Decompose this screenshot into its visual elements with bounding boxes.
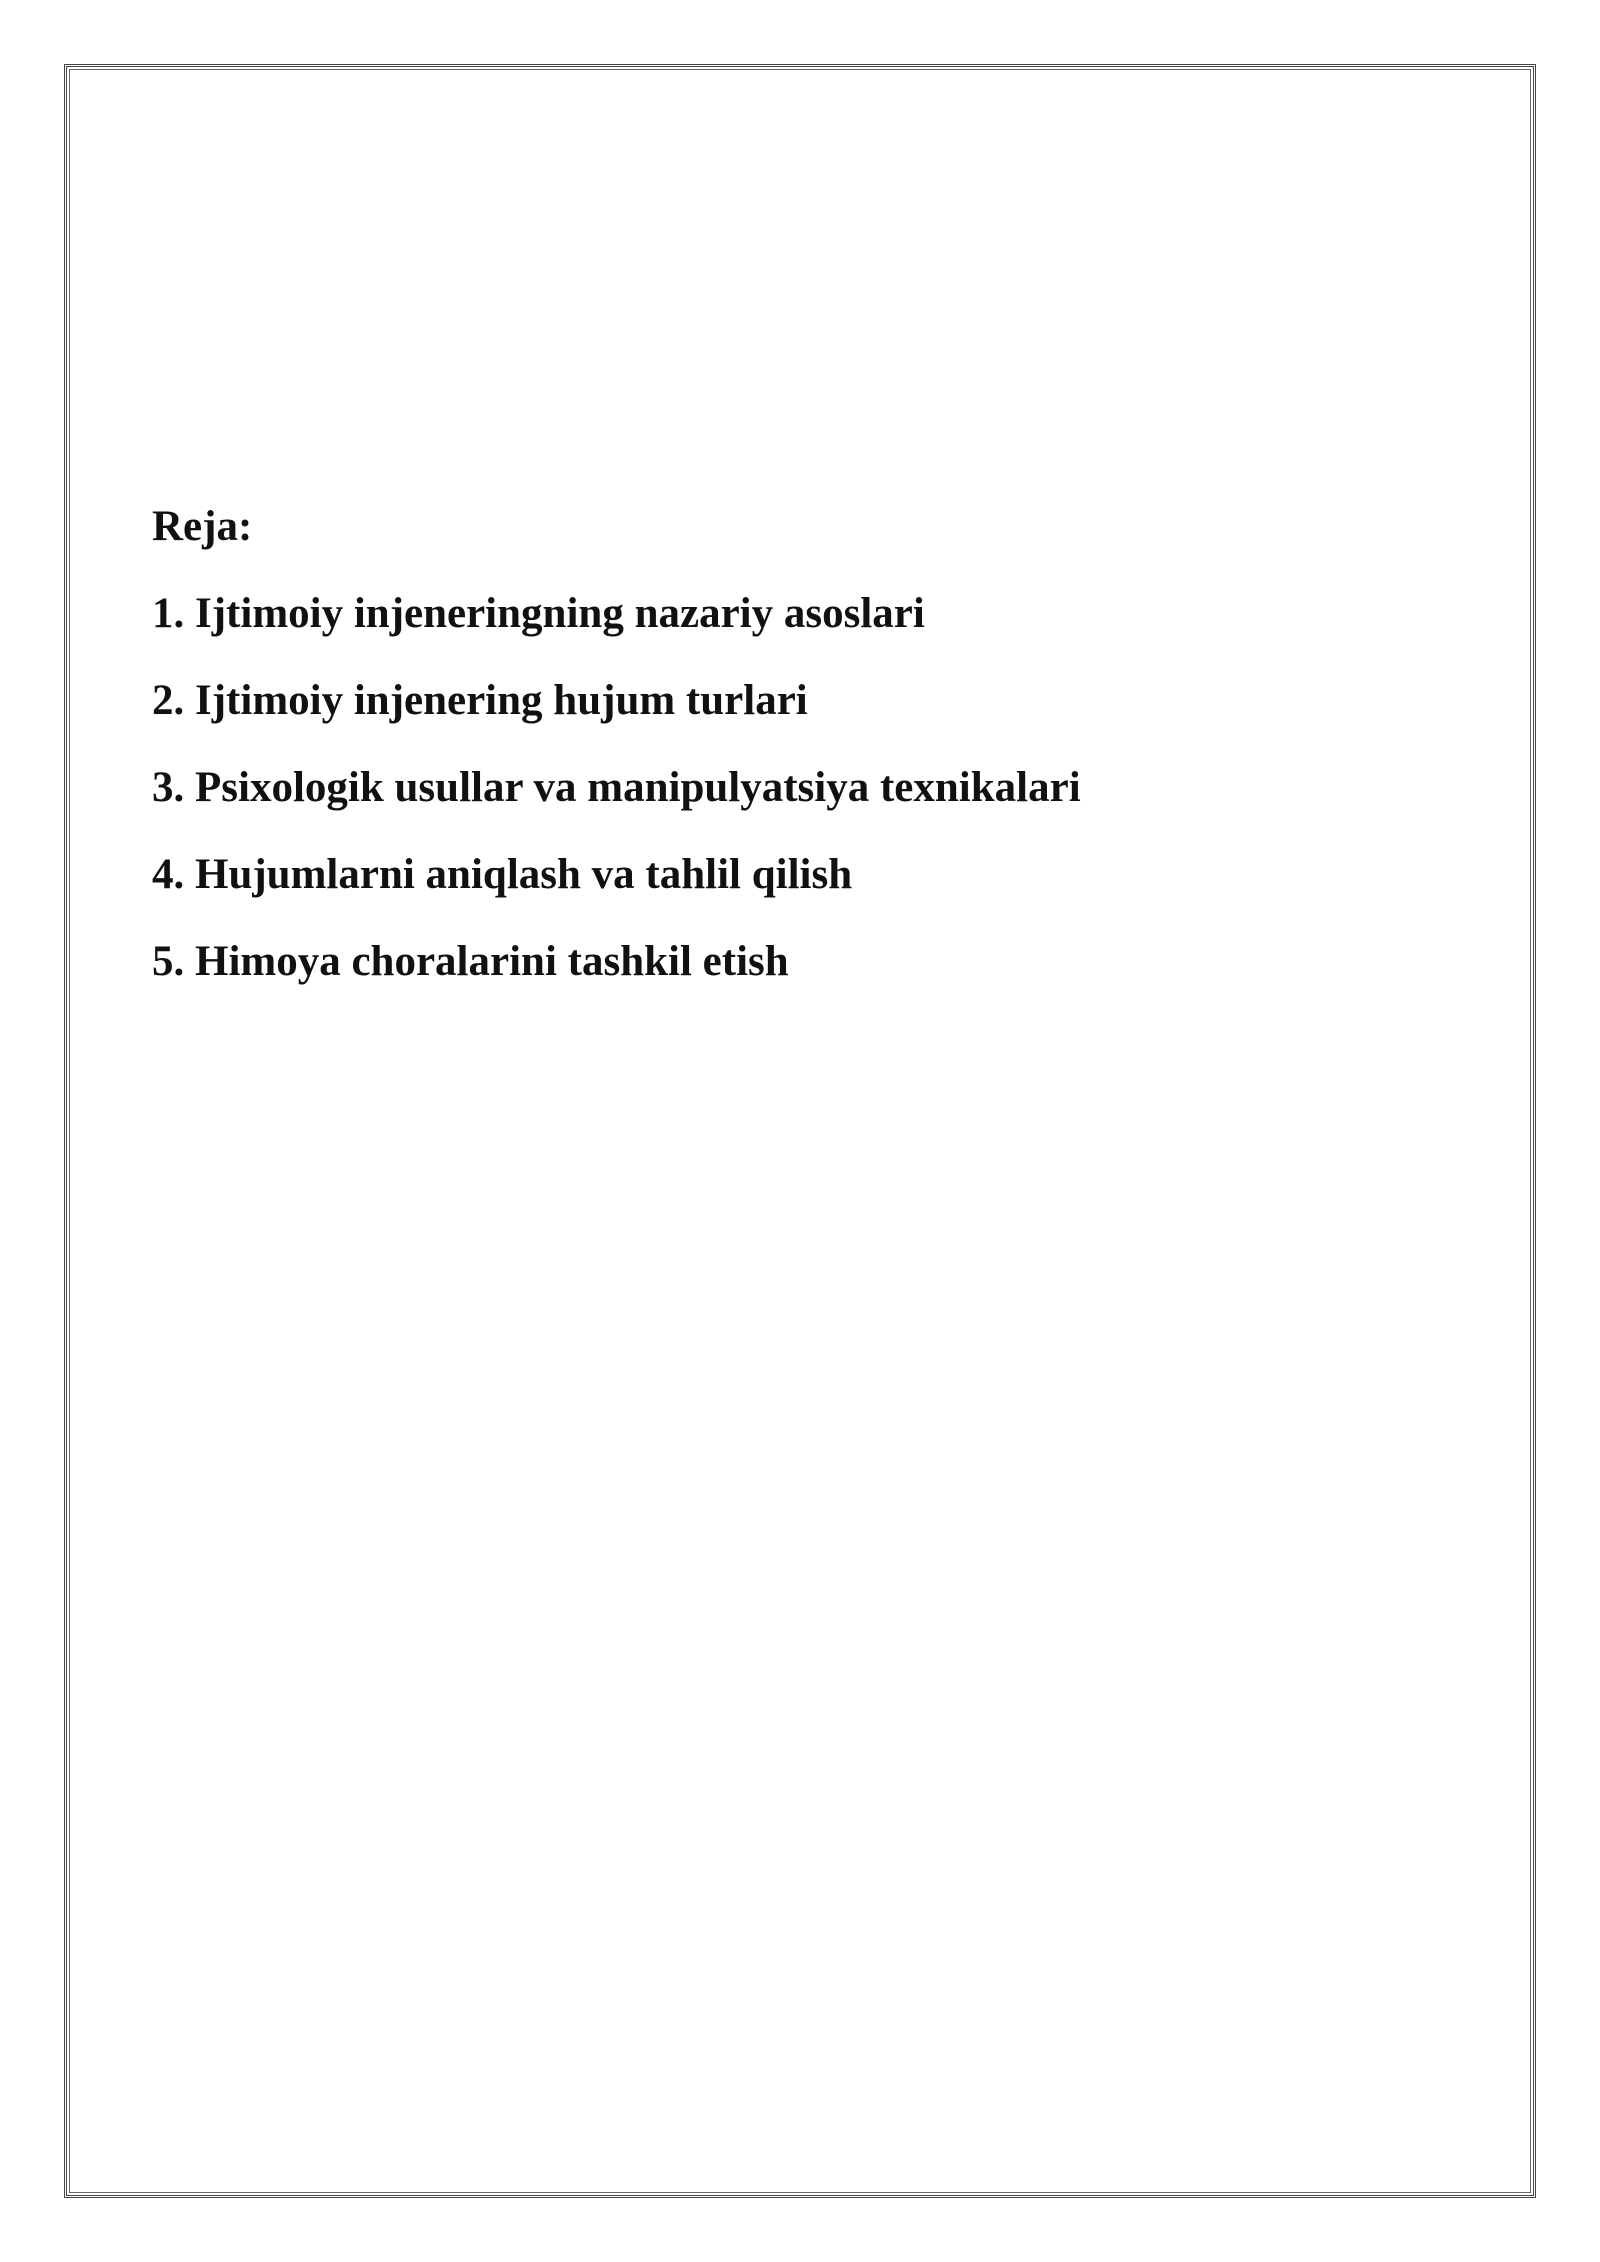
plan-heading: Reja:	[152, 503, 253, 550]
plan-item-3: 3. Psixologik usullar va manipulyatsiya texnikalari	[152, 764, 1081, 811]
plan-item-5: 5. Himoya choralarini tashkil etish	[152, 938, 789, 985]
page-border	[64, 64, 1536, 2198]
plan-item-2: 2. Ijtimoiy injenering hujum turlari	[152, 677, 808, 724]
plan-item-1: 1. Ijtimoiy injeneringning nazariy asoslari	[152, 590, 925, 637]
plan-item-4: 4. Hujumlarni aniqlash va tahlil qilish	[152, 851, 853, 898]
plan-section	[152, 498, 1452, 1020]
plan-list	[152, 585, 1452, 991]
